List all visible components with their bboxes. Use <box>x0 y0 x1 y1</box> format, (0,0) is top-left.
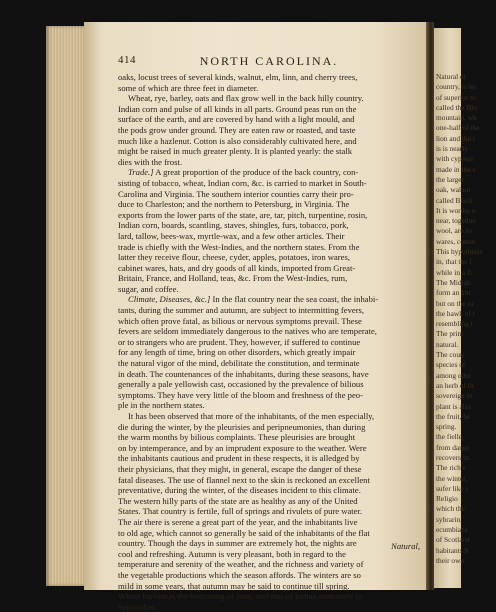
facing-text-line: made in the s <box>436 164 476 174</box>
facing-text-line: the fielle, <box>436 432 464 442</box>
facing-text-line: natural. <box>436 339 459 349</box>
facing-text-line: called the Blu <box>436 102 478 112</box>
text-line: on by intemperance, and by an imprudent exposure to the weather. Were <box>118 442 367 453</box>
page-header <box>118 54 420 72</box>
text-line: which often prove fatal, as bilious or nervous symptoms prevail. These <box>118 315 362 326</box>
text-line: the inhabitants cautious and prudent in these respects, it is alledged by <box>118 453 360 464</box>
text-line: die during the winter, by the pleurisies and peripneumonies, than during <box>118 421 366 432</box>
facing-text-line: wool, are so <box>436 226 472 236</box>
facing-text-line: sovereign re <box>436 391 473 401</box>
facing-text-line: Religio <box>436 494 458 504</box>
text-line: for any length of time, bring on other disorders, which greatly impair <box>118 347 356 358</box>
facing-text-line: form an kin <box>436 288 471 298</box>
facing-text-line: sybrarin, <box>436 514 463 524</box>
facing-text-line: an herb of th <box>436 380 474 390</box>
text-line: their physicians, that they might, in general, escape the danger of these <box>118 463 362 474</box>
text-line: latter they receive flour, cheese, cyder, apples, potatoes, iron wares, <box>118 252 350 263</box>
facing-text-line: the fruit, be <box>436 411 471 421</box>
text-line: fatal diseases. The use of flannel next to the skin is reckoned an excellent <box>118 474 370 485</box>
facing-text-line: ecumbians <box>436 525 468 535</box>
facing-text-line: the hawk of t <box>436 308 475 318</box>
section-heading: Climate, Diseases, &c.] <box>128 294 211 305</box>
text-line: The western hilly parts of the state are as healthy as any of the United <box>118 495 358 506</box>
book-gutter <box>426 22 434 590</box>
book-page-edges <box>46 26 86 586</box>
facing-text-line: which the <box>436 504 465 514</box>
text-line: symptoms. They have very little of the bloom and freshness of the peo- <box>118 389 363 400</box>
text-line: Indian corn and pulse of all kinds in all parts. Ground peas run on the <box>118 103 357 114</box>
facing-text-line: plant is also <box>436 401 472 411</box>
text-line: some of which are three feet in diameter. <box>118 82 259 93</box>
facing-text-line: recovers its <box>436 452 470 462</box>
text-line: The air there is serene a great part of the year, and the inhabitants live <box>118 516 358 527</box>
text-line: It has been observed that more of the inhabitants, of the men especially, <box>128 411 375 421</box>
text-line: temperature and serenity of the weather, and the richness and variety of <box>118 559 364 570</box>
text-line: the vegetable productions which the season affords. The winters are so <box>118 569 361 580</box>
text-line: cool and refreshing. Autumn is very pleasant, both in regard to the <box>118 548 346 559</box>
facing-text-line: The coun <box>436 350 464 360</box>
text-line: fevers are seldom immediately dangerous to the natives who are temperate, <box>118 326 377 337</box>
facing-text-line: one-half of the <box>436 123 480 133</box>
facing-page <box>434 28 483 588</box>
facing-text-line: This hypothesis <box>436 247 483 257</box>
facing-text-line: sufer like i <box>436 483 468 493</box>
text-line: the warm months by bilious complaints. These pleurisies are brought <box>118 432 356 443</box>
facing-text-line: The prim <box>436 329 464 339</box>
text-line: generally a pale yellowish cast, occasioned by the prevalence of bilious <box>118 379 364 390</box>
text-line: sisting of tobacco, wheat, Indian corn, &c. is carried to market in South- <box>118 177 367 188</box>
text-line: tants, during the summer and autumn, are subject to intermitting fevers, <box>118 305 365 316</box>
text-line: exports from the lower parts of the state, are, tar, pitch, turpentine, rosin, <box>118 209 368 220</box>
facing-text-line: near, together <box>436 216 477 226</box>
facing-text-line: among othe <box>436 370 471 380</box>
facing-text-line: The Midlan <box>436 277 471 287</box>
facing-text-line: called Black <box>436 195 473 205</box>
facing-text-line: in, that the f <box>436 257 472 267</box>
text-line: Trade.] A great proportion of the produce of the back country, con- <box>128 167 359 178</box>
facing-text-line: while in a fl <box>436 267 472 277</box>
text-line: September. <box>118 601 157 612</box>
text-line: in death. The countenances of the inhabitants, during these seasons, have <box>118 368 369 379</box>
text-line: surface of the earth, and are covered by hand with a light mould, and <box>118 114 355 125</box>
text-line: dies with the frost. <box>118 156 182 167</box>
facing-text-line: habitants b <box>436 545 469 555</box>
text-line: might be raised in much greater plenty. It is planted yearly: the stalk <box>118 146 353 157</box>
text-line: trade is chiefly with the West-Indies, and the northern states. From the <box>118 241 360 252</box>
text-line: duce to Charleston; and the northern to Petersburg, in Virginia. The <box>118 199 350 210</box>
text-line: mild in some years, that autumn may be said to continue till spring. <box>118 580 350 591</box>
section-heading: Trade.] <box>128 167 154 178</box>
text-line: cabinet wares, hats, and dry goods of all kinds, imported from Great- <box>118 262 356 273</box>
facing-text-line: mountain, wh <box>436 113 477 123</box>
facing-text-line: the winter, <box>436 473 468 483</box>
text-line: country. Though the days in summer are extremely hot, the nights are <box>118 538 357 549</box>
facing-text-line: wares, cotton <box>436 236 476 246</box>
body-text <box>118 72 420 612</box>
text-line: Carolina and Virginia. The southern interior counties carry their pro- <box>118 188 354 199</box>
facing-text-line: but on the to <box>436 298 474 308</box>
text-line: Indian corn, boards, scantling, staves, shingles, furs, tobacco, pork, <box>118 220 349 231</box>
facing-text-line: of Scotland <box>436 535 470 545</box>
text-line: preventative, during the winter, of the diseases incident to this climate. <box>118 485 361 496</box>
facing-text-line: from dange <box>436 442 470 452</box>
text-line: oaks, locust trees of several kinds, walnut, elm, linn, and cherry trees, <box>118 72 358 82</box>
facing-text-line: with cypress <box>436 154 474 164</box>
text-line: or to strangers who are prudent. They, however, if suffered to continue <box>118 336 361 347</box>
text-line: ple in the northern states. <box>118 400 205 411</box>
text-line: Climate, Diseases, &c.] In the flat country near the sea coast, the inhabi- <box>128 294 379 305</box>
text-line: to old age, which cannot so generally be said of the inhabitants of the flat <box>118 527 370 538</box>
text-line: sugar, and coffee. <box>118 283 179 294</box>
facing-text-line: resembling t <box>436 319 473 329</box>
facing-page-text <box>436 72 496 566</box>
text-line: Wheat, rye, barley, oats and flax grow well in the back hilly country. <box>128 93 364 104</box>
page-number: 414 <box>118 54 136 66</box>
page-content <box>118 54 420 612</box>
facing-text-line: Natural di <box>436 72 466 81</box>
running-head: NORTH CAROLINA. <box>199 54 339 68</box>
text-line: lard, tallow, bees-wax, myrtle-wax, and a few other articles. Their <box>118 230 345 241</box>
facing-text-line: the larger. <box>436 174 466 184</box>
facing-text-line: species of <box>436 360 466 370</box>
text-line: States. That country is fertile, full of springs and rivulets of pure water. <box>118 506 362 517</box>
facing-text-line: is is nearly <box>436 144 469 154</box>
facing-text-line: spring. <box>436 422 457 432</box>
facing-text-line: their own. <box>436 555 466 565</box>
text-line: the natural vigor of the mind, debilitate the constitution, and terminate <box>118 358 360 369</box>
facing-text-line: oak, walnut <box>436 185 471 195</box>
facing-text-line: lion and the r <box>436 133 476 143</box>
facing-text-line: of superior to <box>436 92 476 102</box>
text-line: Wheat harvest is the beginning of June, and that of Indian corn early in <box>118 591 363 602</box>
facing-text-line: country, is be <box>436 82 476 92</box>
text-line: Britain, France, and Holland, teas, &c. From the West-Indies, rum, <box>118 273 348 284</box>
text-line: much like a hazlenut. Cotton is also considerably cultivated here, and <box>118 135 357 146</box>
catchword: Natural, <box>391 541 420 551</box>
facing-text-line: The rich s <box>436 463 466 473</box>
facing-text-line: It is worthy o <box>436 205 476 215</box>
text-line: the pods grow under ground. They are eaten raw or roasted, and taste <box>118 124 356 135</box>
